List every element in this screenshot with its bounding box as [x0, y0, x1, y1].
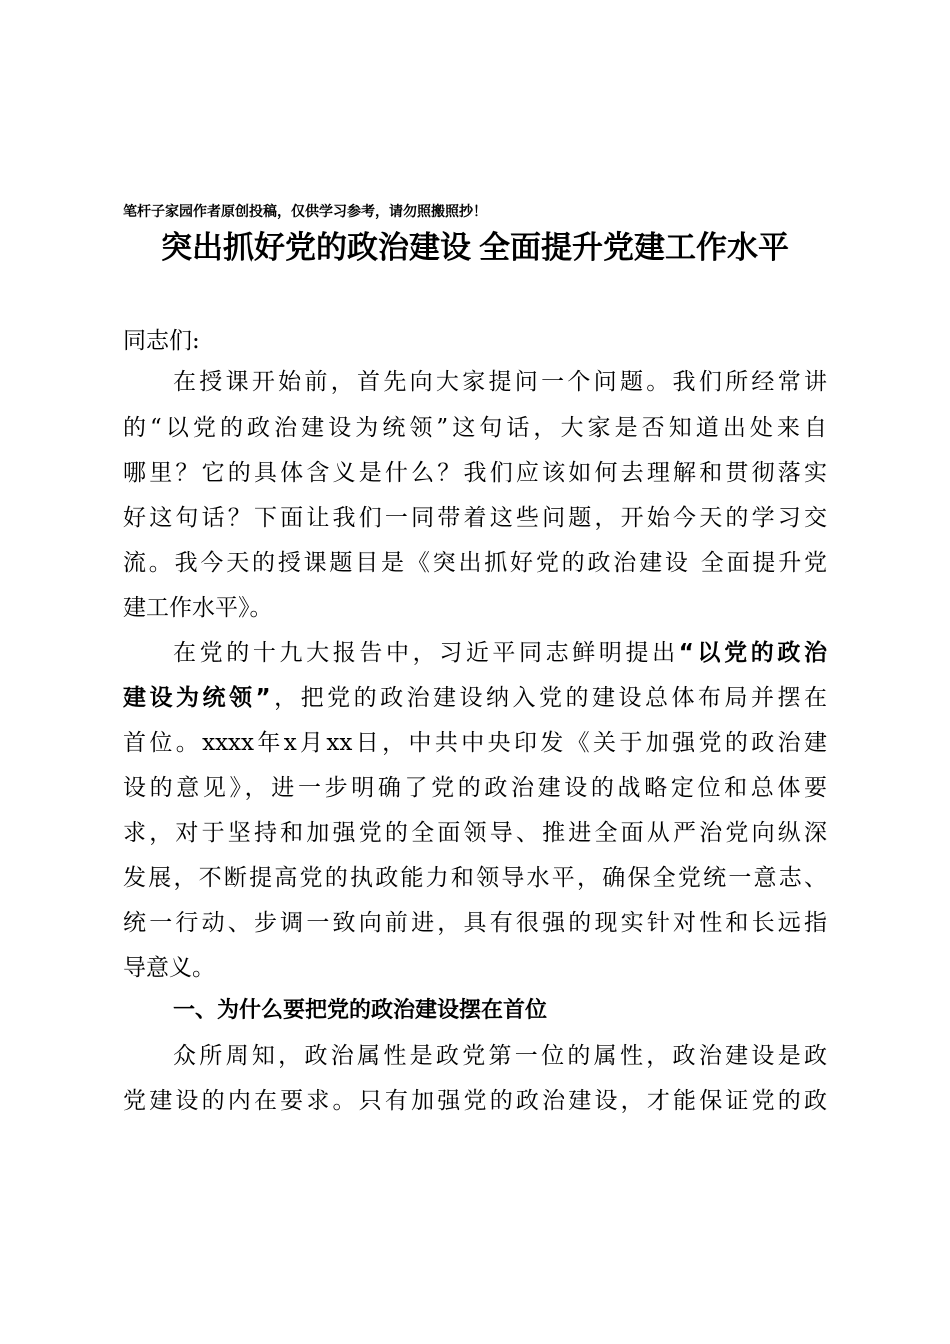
paragraph-2-line: 导意义。	[123, 955, 215, 981]
paragraph-2-line: 设的意见》，进一步明确了党的政治建设的战略定位和总体要	[123, 775, 827, 801]
paragraph-1-line: 流。我今天的授课题目是《突出抓好党的政治建设 全面提升党	[123, 550, 827, 576]
paragraph-2-line	[123, 680, 827, 716]
paragraph-2-line	[173, 635, 827, 671]
document-title	[0, 226, 950, 270]
section-heading: 一、为什么要把党的政治建设摆在首位	[173, 998, 548, 1023]
paragraph-2-line: 首位。xxxx年x月xx日，中共中央印发《关于加强党的政治建	[123, 730, 827, 756]
greeting: 同志们:	[123, 328, 200, 354]
title-part-1: 突出抓好党的政治建设	[161, 230, 471, 266]
paragraph-2-emphasis: “以党的政治	[678, 640, 827, 666]
paragraph-1-line: 在授课开始前，首先向大家提问一个问题。我们所经常讲	[173, 369, 827, 395]
paragraph-2-text: ，把党的政治建设纳入党的建设总体布局并摆在	[270, 685, 827, 711]
section-1-line: 众所周知，政治属性是政党第一位的属性，政治建设是政	[173, 1043, 827, 1069]
paragraph-2-text: 在党的十九大报告中，习近平同志鲜明提出	[173, 640, 679, 666]
paragraph-2-emphasis: 建设为统领”	[123, 685, 271, 711]
section-1-line: 党建设的内在要求。只有加强党的政治建设，才能保证党的政	[123, 1088, 827, 1114]
paragraph-1-line: 哪里？它的具体含义是什么？我们应该如何去理解和贯彻落实	[123, 460, 827, 486]
title-part-2: 全面提升党建工作水平	[479, 230, 789, 266]
paragraph-2-line: 求，对于坚持和加强党的全面领导、推进全面从严治党向纵深	[123, 820, 827, 846]
copyright-notice: 笔杆子家园作者原创投稿，仅供学习参考，请勿照搬照抄！	[123, 204, 487, 220]
paragraph-2-line: 统一行动、步调一致向前进，具有很强的现实针对性和长远指	[123, 910, 827, 936]
paragraph-1-line: 建工作水平》。	[123, 595, 273, 621]
paragraph-2-line: 发展，不断提高党的执政能力和领导水平，确保全党统一意志、	[123, 865, 827, 891]
paragraph-1-line: 好这句话？下面让我们一同带着这些问题，开始今天的学习交	[123, 505, 827, 531]
paragraph-1-line: 的“以党的政治建设为统领”这句话，大家是否知道出处来自	[123, 415, 827, 441]
